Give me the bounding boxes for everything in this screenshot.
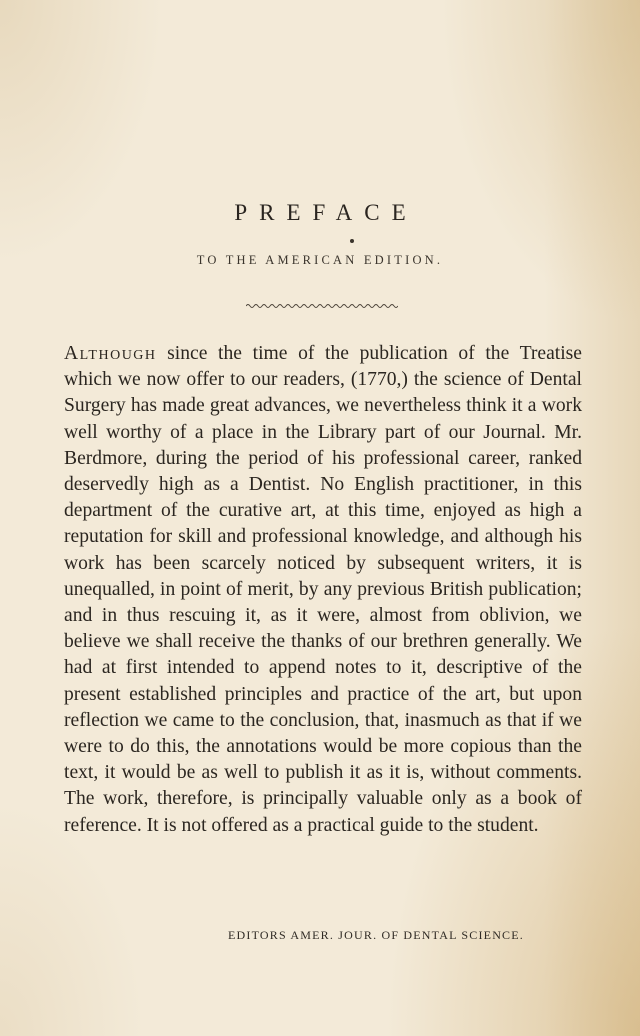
page-title: PREFACE [234,200,418,225]
editors-signature: EDITORS AMER. JOUR. OF DENTAL SCIENCE. [228,928,524,942]
preface-body [64,341,582,839]
wavy-rule-ornament [246,301,398,311]
title-dot [350,239,354,243]
preface-lead-word: Although [64,343,157,364]
page-subtitle: TO THE AMERICAN EDITION. [196,253,444,267]
preface-text: since the time of the publication of the Treatise which we now offer to our readers, (1770,) the science of Dental Surgery has made great advances, we nevertheless think it a work well worthy of a place in the Library part of our Journal. Mr. Berdmore, during the period of his professional career, ranked deservedly high as a Dentist. No English practitioner, in this department of the curative art, at this time, enjoyed as high a reputation for skill and professional knowledge, and although his work has been scarcely noticed by subsequent writers, it is unequalled, in point of merit, by any previous British publication; and in thus rescuing it, as it were, almost from oblivion, we believe we shall receive the thanks of our brethren generally. We had at first intended to append notes to it, descriptive of the present established principles and practice of the art, but upon reflection we came to the conclusion, that, inasmuch as that if we were to do this, the annotations would be more copious than the text, it would be as well to publish it as it is, without comments. The work, therefore, is principally valuable only as a book of reference. It is not offered as a practical guide to the student. [64,343,582,836]
